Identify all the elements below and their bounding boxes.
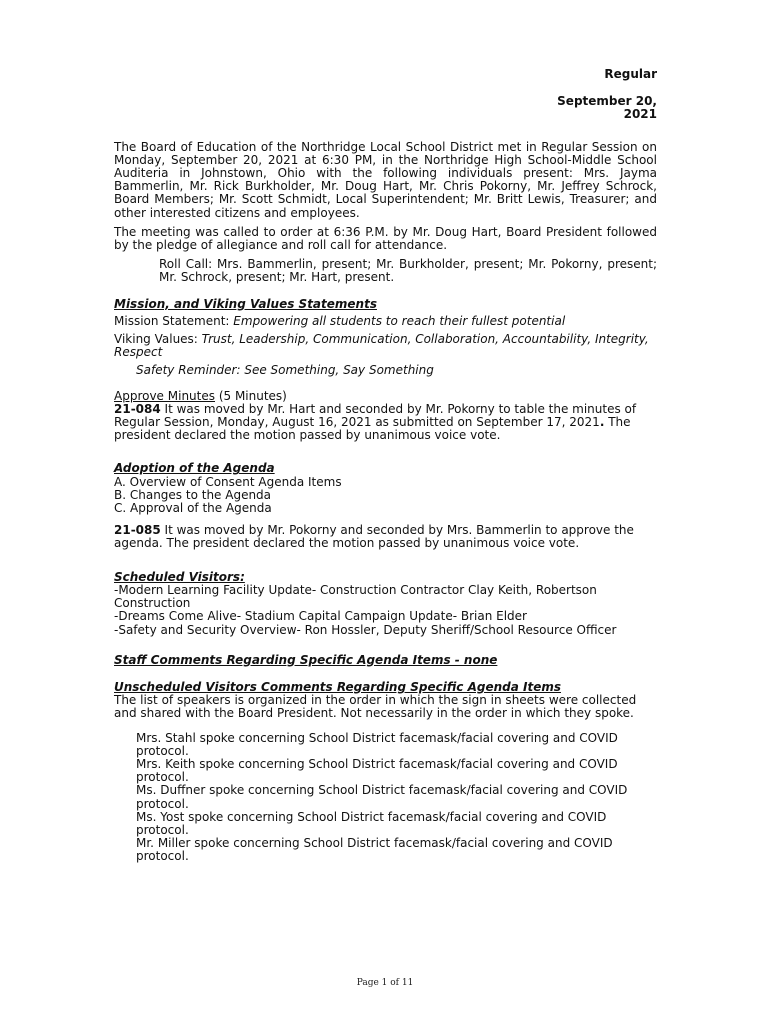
motion-number: 21-084 (114, 401, 161, 416)
motion-21-085 (114, 524, 657, 550)
approve-minutes-label: Approve Minutes (114, 388, 215, 403)
motion-result: The president declared the motion passed by unanimous voice vote. (114, 415, 631, 443)
motion-21-084 (114, 403, 657, 443)
agenda-list (114, 476, 657, 516)
safety-reminder: Safety Reminder: See Something, Say Something (136, 363, 434, 378)
speaker-item: Mr. Miller spoke concerning School District facemask/facial covering and COVID protocol. (136, 836, 613, 864)
mission-statement (114, 315, 657, 328)
session-type: Regular (604, 67, 657, 81)
intro-paragraph: The Board of Education of the Northridge Local School District met in Regular Session on Monday, September 20, 2021 at 6:30 PM, in the Northridge High School-Middle School Auditeria in Johnstown, Ohio with the following individuals present: Mrs. Jayma Bammerlin, Mr. Rick Burkholder, Mr. Doug Hart, Mr. Chris Pokorny, Mr. Jeffrey Schrock, Board Members; Mr. Scott Schmidt, Local Superintendent; Mr. Britt Lewis, Treasurer; and other interested citizens and employees. (114, 139, 657, 220)
meeting-date-line-1: September 20, (557, 94, 657, 109)
call-to-order-paragraph: The meeting was called to order at 6:36 P.M. by Mr. Doug Hart, Board President followed by the pledge of allegiance and roll call for attendance. (114, 224, 657, 253)
scheduled-visitors-heading: Scheduled Visitors: (114, 569, 245, 584)
mission-statement-label: Mission Statement: (114, 313, 234, 328)
roll-call: Roll Call: Mrs. Bammerlin, present; Mr. Burkholder, present; Mr. Pokorny, present; Mr. Schrock, present; Mr. Hart, present. (159, 257, 657, 285)
unscheduled-visitors-heading: Unscheduled Visitors Comments Regarding Specific Agenda Items (114, 679, 561, 694)
agenda-item: C. Approval of the Agenda (114, 501, 272, 516)
unscheduled-visitors-intro: The list of speakers is organized in the order in which the sign in sheets were collected and shared with the Board President. Not necessarily in the order in which they spoke. (114, 693, 637, 721)
approve-minutes-duration: (5 Minutes) (215, 388, 287, 403)
motion-text: It was moved by Mr. Hart and seconded by Mr. Pokorny to table the minutes of Regular Session, Monday, August 16, 2021 as submitted on September 17, 2021 (114, 401, 637, 430)
speaker-list (114, 732, 657, 864)
motion-period: . (599, 415, 605, 430)
viking-values-label: Viking Values: (114, 332, 202, 347)
mission-heading: Mission, and Viking Values Statements (114, 296, 377, 311)
speaker-item: Mrs. Keith spoke concerning School District facemask/facial covering and COVID protocol. (136, 756, 618, 785)
page-number: Page 1 of 11 (356, 978, 414, 988)
motion-number: 21-085 (114, 523, 161, 538)
visitor-item: -Safety and Security Overview- Ron Hossler, Deputy Sheriff/School Resource Officer (114, 622, 617, 637)
agenda-heading: Adoption of the Agenda (114, 461, 275, 476)
speaker-item: Ms. Yost spoke concerning School District facemask/facial covering and COVID protocol. (136, 809, 607, 837)
viking-values-text: Trust, Leadership, Communication, Collaboration, Accountability, Integrity, Respect (114, 332, 649, 360)
viking-values (114, 333, 657, 359)
speaker-item: Mrs. Stahl spoke concerning School District facemask/facial covering and COVID protocol. (136, 730, 618, 758)
document-body (114, 68, 657, 864)
staff-comments-heading: Staff Comments Regarding Specific Agenda Items - none (114, 652, 498, 667)
meeting-date-line-2: 2021 (623, 107, 657, 122)
visitor-item: -Modern Learning Facility Update- Construction Contractor Clay Keith, Robertson Construction (114, 582, 597, 611)
speaker-item: Ms. Duffner spoke concerning School District facemask/facial covering and COVID protocol. (136, 783, 628, 811)
visitor-item: -Dreams Come Alive- Stadium Capital Campaign Update- Brian Elder (114, 609, 527, 624)
agenda-item: B. Changes to the Agenda (114, 487, 272, 502)
mission-statement-text: Empowering all students to reach their fullest potential (233, 313, 566, 328)
motion-text: It was moved by Mr. Pokorny and seconded by Mrs. Bammerlin to approve the agenda. The president declared the motion passed by unanimous voice vote. (114, 523, 634, 551)
agenda-item: A. Overview of Consent Agenda Items (114, 474, 342, 489)
